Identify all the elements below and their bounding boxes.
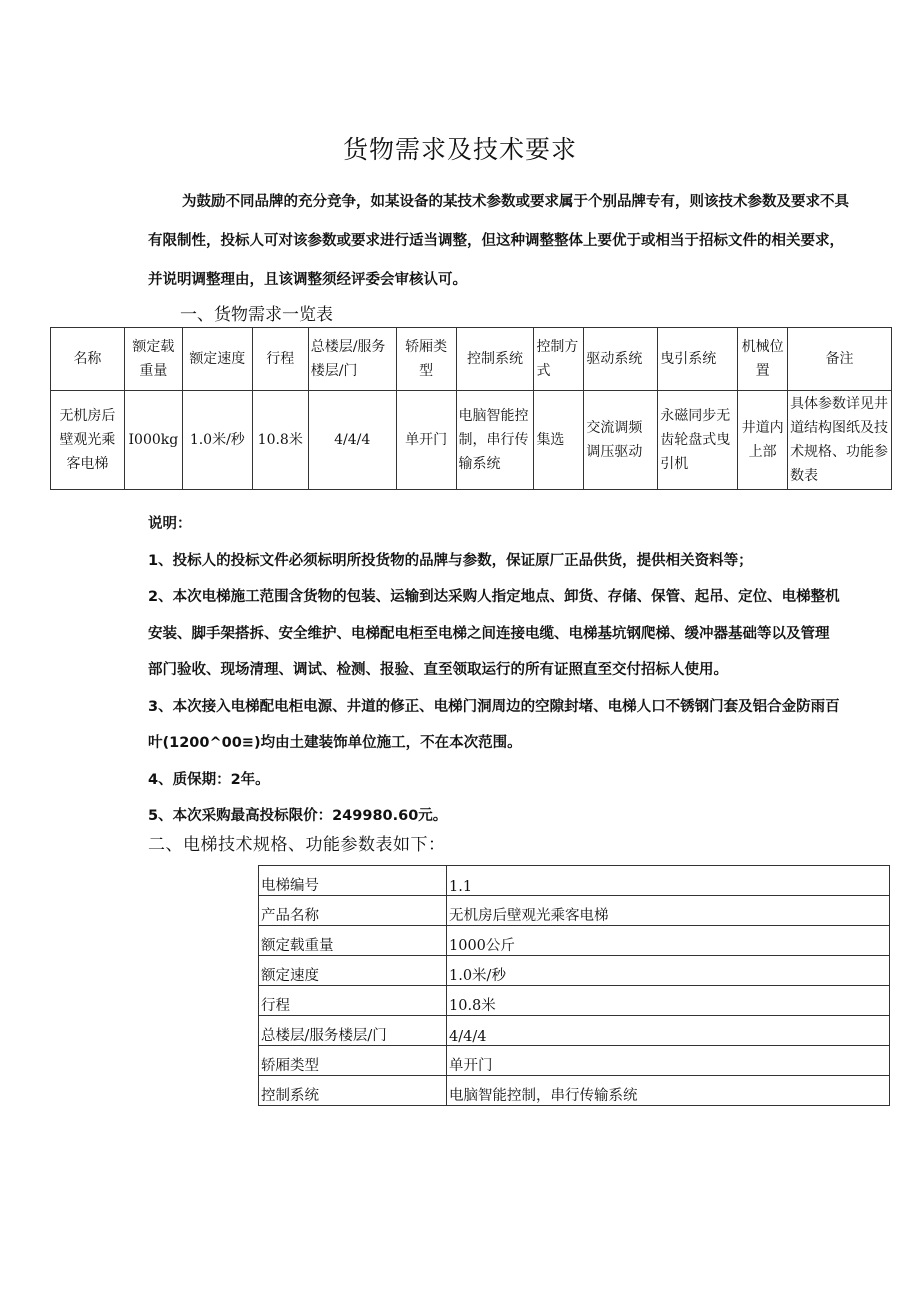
spec-key: 总楼层/服务楼层/门 <box>259 1016 447 1046</box>
spec-value: 1.0米/秒 <box>447 956 890 986</box>
spec-value: 无机房后壁观光乘客电梯 <box>447 896 890 926</box>
table-cell: 10.8米 <box>252 391 308 490</box>
note-item: 部门验收、现场清理、调试、检测、报验、直至领取运行的所有证照直至交付招标人使用。 <box>148 662 728 678</box>
table-row <box>51 391 892 490</box>
table-cell: 具体参数详见井道结构图纸及技术规格、功能参数表 <box>788 391 892 490</box>
table-header-cell: 轿厢类型 <box>396 328 456 391</box>
spec-key: 产品名称 <box>259 896 447 926</box>
table-row <box>259 986 890 1016</box>
table-row <box>259 866 890 896</box>
table-header-cell: 控制系统 <box>456 328 534 391</box>
table-cell: 井道内上部 <box>738 391 788 490</box>
intro-paragraph <box>148 183 898 300</box>
spec-key: 电梯编号 <box>259 866 447 896</box>
table-cell: 永磁同步无齿轮盘式曳引机 <box>658 391 738 490</box>
spec-key: 行程 <box>259 986 447 1016</box>
section2-heading: 二、电梯技术规格、功能参数表如下： <box>148 835 446 855</box>
intro-line-3: 并说明调整理由，且该调整须经评委会审核认可。 <box>148 272 467 288</box>
spec-value: 10.8米 <box>447 986 890 1016</box>
table-header-cell: 总楼层/服务楼层/门 <box>308 328 396 391</box>
note-item: 2、本次电梯施工范围含货物的包装、运输到达采购人指定地点、卸货、存储、保管、起吊、定位、电梯整机 <box>148 589 840 605</box>
spec-key: 轿厢类型 <box>259 1046 447 1076</box>
intro-line-1: 为鼓励不同品牌的充分竞争，如某设备的某技术参数或要求属于个别品牌专有，则该技术参数及要求不具 <box>182 194 849 210</box>
table-header-cell: 额定速度 <box>182 328 252 391</box>
table-header-cell: 曳引系统 <box>658 328 738 391</box>
note-item: 4、质保期：2年。 <box>148 771 270 788</box>
table-cell: 单开门 <box>396 391 456 490</box>
table-row <box>259 1076 890 1106</box>
table-cell: I000kg <box>124 391 182 490</box>
spec-value: 单开门 <box>447 1046 890 1076</box>
table-cell: 电脑智能控制，串行传输系统 <box>456 391 534 490</box>
intro-line-2: 有限制性，投标人可对该参数或要求进行适当调整，但这种调整整体上要优于或相当于招标文件的相关要求， <box>148 233 844 249</box>
table-header-cell: 控制方式 <box>534 328 584 391</box>
notes-section <box>148 506 898 835</box>
technical-spec-table <box>258 865 890 1106</box>
table-row <box>259 1046 890 1076</box>
table-cell: 交流调频调压驱动 <box>584 391 658 490</box>
table-header-cell: 驱动系统 <box>584 328 658 391</box>
table-cell: 1.0米/秒 <box>182 391 252 490</box>
table-header-cell: 备注 <box>788 328 892 391</box>
section1-heading: 一、货物需求一览表 <box>180 305 333 325</box>
table-cell: 集选 <box>534 391 584 490</box>
table-header-cell: 机械位置 <box>738 328 788 391</box>
table-row <box>259 1016 890 1046</box>
spec-key: 额定速度 <box>259 956 447 986</box>
note-item: 5、本次采购最高投标限价：249980.60元。 <box>148 808 448 824</box>
table-header-cell: 行程 <box>252 328 308 391</box>
note-item: 3、本次接入电梯配电柜电源、井道的修正、电梯门洞周边的空隙封堵、电梯人口不锈钢门套及铝合金防雨百 <box>148 698 840 715</box>
table-header-cell: 名称 <box>51 328 125 391</box>
note-item: 1、投标人的投标文件必须标明所投货物的品牌与参数，保证原厂正品供货，提供相关资料等； <box>148 552 753 569</box>
table-cell: 无机房后壁观光乘客电梯 <box>51 391 125 490</box>
table-row <box>259 956 890 986</box>
spec-value: 4/4/4 <box>447 1016 890 1046</box>
spec-value: 电脑智能控制，串行传输系统 <box>447 1076 890 1106</box>
page-title: 货物需求及技术要求 <box>342 135 577 164</box>
spec-value: 1.1 <box>447 866 890 896</box>
note-item: 叶(1200^00≡)均由土建装饰单位施工，不在本次范围。 <box>148 735 522 751</box>
table-row <box>259 926 890 956</box>
table-header-row <box>51 328 892 391</box>
spec-value: 1000公斤 <box>447 926 890 956</box>
table-row <box>259 896 890 926</box>
spec-key: 额定载重量 <box>259 926 447 956</box>
goods-requirements-table <box>50 327 892 490</box>
table-cell: 4/4/4 <box>308 391 396 490</box>
notes-heading: 说明： <box>148 516 192 532</box>
spec-key: 控制系统 <box>259 1076 447 1106</box>
note-item: 安装、脚手架搭拆、安全维护、电梯配电柜至电梯之间连接电缆、电梯基坑钢爬梯、缓冲器基础等以及管理 <box>148 625 830 642</box>
table-header-cell: 额定载重量 <box>124 328 182 391</box>
